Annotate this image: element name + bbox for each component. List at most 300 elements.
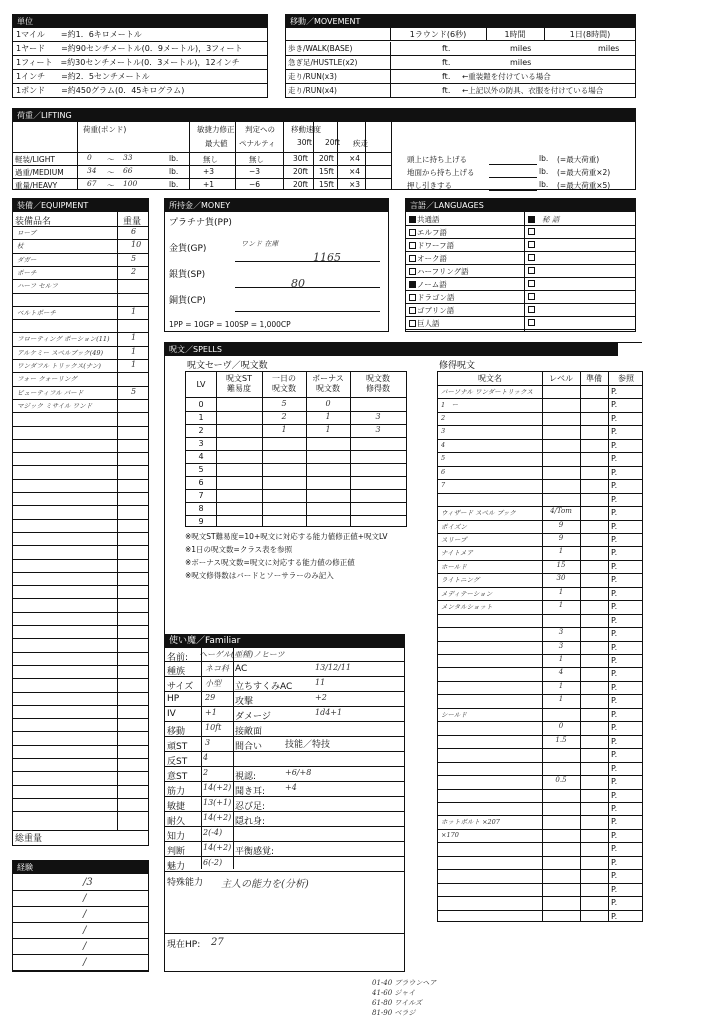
save-col-header <box>306 374 350 394</box>
language-checkbox[interactable] <box>528 241 535 248</box>
familiar-skill-label: 隠れ身: <box>235 817 266 827</box>
lift-row-line <box>13 165 391 166</box>
known-spell-name: ホールド <box>441 562 467 571</box>
lift-row-tilde: 〜 <box>107 168 115 177</box>
known-spell-level: 4/Tom <box>550 507 572 516</box>
known-row-line <box>438 883 642 884</box>
known-spell-page: P. <box>611 709 618 719</box>
known-row-line <box>438 546 642 547</box>
language-checkbox[interactable] <box>528 216 535 223</box>
familiar-stat-label: 頑ST <box>167 742 188 752</box>
language-row-line <box>406 290 635 291</box>
equip-row-line <box>13 293 148 294</box>
known-spell-name: 7 <box>441 481 446 490</box>
equip-row-line <box>13 745 148 746</box>
known-spell-level: 15 <box>556 560 566 569</box>
familiar-ability-label: 意ST <box>167 772 188 782</box>
known-spell-name: 1 ー <box>441 401 459 410</box>
save-known: 3 <box>375 425 381 434</box>
movement-row-label: 歩き/WALK(BASE) <box>288 44 353 53</box>
language-item <box>409 292 455 303</box>
lift-row-label: 軽装/LIGHT <box>15 155 55 164</box>
lift-row-line <box>13 178 391 179</box>
save-col-header <box>186 380 216 390</box>
known-row-line <box>438 412 642 413</box>
save-level: 1 <box>198 413 204 422</box>
language-item <box>409 253 447 264</box>
language-checkbox[interactable] <box>528 280 535 287</box>
lifting-table <box>13 122 635 189</box>
equip-row-line <box>13 386 148 387</box>
lift-row-min: 34 <box>87 166 97 175</box>
equip-item-name: ワンダフル トリックス(ナン) <box>17 362 101 370</box>
save-per-day: 5 <box>281 399 287 408</box>
equip-item-weight: 1 <box>131 306 137 316</box>
known-spell-page: P. <box>611 494 618 504</box>
equip-row-line <box>13 505 148 506</box>
known-spell-level: 0 <box>558 722 564 731</box>
bottom-note: 81-90 ベラジ <box>372 1009 416 1017</box>
known-spell-name: 5 <box>441 454 446 463</box>
known-spell-level: 0.5 <box>555 776 567 785</box>
known-row-line <box>438 614 642 615</box>
save-col-header-line: 一日の <box>272 374 296 383</box>
lift-row-min: 0 <box>87 153 92 162</box>
equip-total-label: 総重量 <box>15 834 43 844</box>
movement-unit: ft. <box>442 58 451 67</box>
divider <box>391 122 392 189</box>
equip-item-name: ベルトポーチ <box>17 308 56 317</box>
language-row-line <box>406 251 635 252</box>
language-item <box>409 266 469 277</box>
lift-row-dex: +3 <box>203 167 215 176</box>
lift-row-run: ×4 <box>349 154 361 163</box>
familiar-skill-value: +6/+8 <box>285 768 312 777</box>
known-row-line <box>438 694 642 695</box>
familiar-stat-value: 29 <box>205 693 216 702</box>
spell-save-table <box>185 371 407 527</box>
movement-note: ←重装鎧を付けている場合 <box>462 72 551 81</box>
save-col-header <box>216 374 262 394</box>
equip-row-line <box>13 705 148 706</box>
familiar-skills-title: 技能／特技 <box>285 740 331 750</box>
save-col-header-line: 呪文数 <box>272 384 296 393</box>
lift-row-s1: 30ft <box>293 154 308 163</box>
lift-row-check: 無し <box>249 155 264 164</box>
known-spell-name: シールド <box>441 710 467 719</box>
spells-save-title: 呪文セーヴ／呪文数 <box>187 361 268 371</box>
movement-header: 移動／MOVEMENT <box>286 15 635 28</box>
save-level: 3 <box>198 439 204 448</box>
language-checkbox[interactable] <box>409 229 416 236</box>
save-row-line <box>186 476 406 477</box>
language-checkbox[interactable] <box>528 228 535 235</box>
save-row-line <box>186 437 406 438</box>
equip-item-name: ローブ <box>17 229 37 237</box>
xp-row-value: / <box>83 893 87 904</box>
movement-unit: miles <box>598 44 620 53</box>
equip-row-line <box>13 372 148 373</box>
save-row-line <box>186 489 406 490</box>
language-checkbox[interactable] <box>528 306 535 313</box>
known-row-line <box>438 667 642 668</box>
known-row-line <box>438 573 642 574</box>
save-level: 2 <box>198 426 204 435</box>
language-checkbox[interactable] <box>528 319 535 326</box>
known-row-line <box>438 385 642 386</box>
bottom-note: 41-60 ジャイ <box>372 989 416 997</box>
known-spell-page: P. <box>611 669 618 679</box>
xp-row-value: / <box>83 909 87 920</box>
equip-row-line <box>13 226 148 227</box>
equip-col-weight: 重量 <box>123 217 142 227</box>
language-row-line <box>406 303 635 304</box>
xp-row-line <box>13 954 148 955</box>
lift-action-note: (=最大荷重) <box>557 155 600 164</box>
languages-list <box>406 212 635 331</box>
save-known: 3 <box>375 412 381 421</box>
familiar-stat-label2: AC <box>235 664 248 674</box>
divider <box>390 28 391 40</box>
lift-col-dex2: 最大値 <box>205 139 228 148</box>
known-spell-level: 4 <box>558 668 564 677</box>
known-spell-level: 9 <box>558 533 564 542</box>
known-spell-level: 3 <box>558 641 564 650</box>
lift-row-line <box>13 152 391 153</box>
known-spell-name: ナイトメア <box>441 549 473 558</box>
known-spell-page: P. <box>611 750 618 760</box>
known-col-header: 呪文名 <box>478 374 502 383</box>
money-header: 所持金／MONEY <box>165 199 388 212</box>
equip-item-name: フローティング ポーション(11) <box>17 335 110 344</box>
save-level: 7 <box>198 491 204 500</box>
known-spell-page: P. <box>611 682 618 692</box>
lift-row-s2: 20ft <box>319 154 334 163</box>
known-spell-page: P. <box>611 400 618 410</box>
movement-box <box>285 14 636 98</box>
familiar-stat-value: ネコ科 <box>205 664 229 673</box>
save-level: 9 <box>198 517 204 526</box>
language-item-right <box>528 227 536 236</box>
save-per-day: 2 <box>281 412 287 421</box>
known-row-line <box>438 762 642 763</box>
equipment-header: 装備／EQUIPMENT <box>13 199 148 212</box>
lift-row-check: −6 <box>249 180 261 189</box>
known-spell-level: 3 <box>558 628 564 637</box>
xp-row-line <box>13 938 148 939</box>
money-gp-line <box>235 261 380 262</box>
known-row-line <box>438 815 642 816</box>
lift-speed-sub: 疾走 <box>353 139 368 148</box>
save-bonus: 1 <box>325 412 331 421</box>
equip-row-line <box>13 652 148 653</box>
lift-col-check: 判定への <box>245 125 275 134</box>
equip-row-line <box>13 332 148 333</box>
divider <box>486 28 487 40</box>
known-row-line <box>438 587 642 588</box>
known-row-line <box>438 842 642 843</box>
equip-row-line <box>13 359 148 360</box>
known-spell-page: P. <box>611 454 618 464</box>
language-name: 共通語 <box>417 215 440 224</box>
known-row-line <box>438 775 642 776</box>
known-spell-name: ライトニング <box>441 576 480 585</box>
language-checkbox[interactable] <box>409 281 416 288</box>
languages-box <box>405 198 636 332</box>
lift-action-label: 地面から持ち上げる <box>407 168 475 177</box>
save-col-header-line: 修得数 <box>366 384 390 393</box>
known-spell-page: P. <box>611 844 618 854</box>
language-name: 秘 語 <box>542 215 560 224</box>
language-item-right <box>528 305 536 314</box>
language-checkbox[interactable] <box>409 294 416 301</box>
units-row: 1マイル =約1．6キロメートル <box>13 28 267 42</box>
equip-row-line <box>13 758 148 759</box>
units-row: 1ポンド =約450グラム(0．45キログラム) <box>13 84 267 98</box>
equip-item-name: マジック ミサイル ワンド <box>17 401 93 410</box>
known-spell-name: 2 <box>441 413 446 422</box>
lift-row-s1: 20ft <box>293 167 308 176</box>
equip-row-line <box>13 253 148 254</box>
equip-item-weight: 1 <box>131 346 137 356</box>
known-row-line <box>438 721 642 722</box>
language-item <box>409 214 440 225</box>
known-row-line <box>438 560 642 561</box>
lift-row-check: −3 <box>249 167 261 176</box>
divider <box>390 42 391 55</box>
lift-action-line <box>489 164 537 165</box>
equip-item-name: ハーフ セルフ <box>17 282 58 291</box>
money-gp-note: ワンド 在庫 <box>241 240 279 248</box>
equip-row-line <box>13 319 148 320</box>
known-spell-page: P. <box>611 508 618 518</box>
language-checkbox[interactable] <box>409 268 416 275</box>
language-checkbox[interactable] <box>409 216 416 223</box>
equip-row-line <box>13 545 148 546</box>
known-spell-page: P. <box>611 871 618 881</box>
lift-row-unit: lb. <box>169 180 179 189</box>
known-spell-page: P. <box>611 656 618 665</box>
known-spell-page: P. <box>611 440 618 450</box>
familiar-ability-label: 耐久 <box>167 817 186 827</box>
language-name: ハーフリング語 <box>417 267 469 276</box>
lift-col-speed: 移動速度 <box>291 125 321 134</box>
spell-note: ※1日の呪文数=クラス表を参照 <box>185 545 293 554</box>
lift-row-s2: 15ft <box>319 180 334 189</box>
familiar-stat-value2: 11 <box>315 678 326 687</box>
xp-box <box>12 860 149 972</box>
language-item-right <box>528 292 536 301</box>
bottom-note: 01-40 ブラウンヘア <box>372 979 437 987</box>
lift-action-note: (=最大荷重×2) <box>557 168 611 177</box>
movement-col-label: 1ラウンド(6秒) <box>409 30 467 39</box>
language-item <box>409 318 440 329</box>
familiar-name-label: 名前: <box>167 653 189 663</box>
lifting-box <box>12 108 636 190</box>
known-row-line <box>438 425 642 426</box>
known-spell-page: P. <box>611 521 618 531</box>
known-spell-page: P. <box>611 602 618 612</box>
known-row-line <box>438 600 642 601</box>
lift-action-label: 頭上に持ち上げる <box>407 155 467 164</box>
language-item <box>409 305 454 316</box>
language-checkbox[interactable] <box>409 307 416 314</box>
money-sp-line <box>235 287 380 288</box>
equip-row-line <box>13 612 148 613</box>
movement-col-label: 1時間 <box>504 30 526 39</box>
known-spell-page: P. <box>611 817 618 827</box>
lift-row-max: 66 <box>123 166 133 175</box>
known-spell-level: 1.5 <box>555 735 567 744</box>
equip-row-line <box>13 452 148 453</box>
equip-item-name: ダガー <box>17 255 37 264</box>
familiar-ability-value: 14(+2) <box>203 813 232 822</box>
equip-item-name: 杖 <box>17 242 24 251</box>
save-row-line <box>186 463 406 464</box>
language-row-line <box>406 329 635 330</box>
money-box <box>164 198 389 332</box>
movement-row <box>286 56 635 70</box>
language-checkbox[interactable] <box>409 320 416 327</box>
equip-row-line <box>13 598 148 599</box>
known-spell-name: 4 <box>441 440 446 449</box>
equip-item-weight: 1 <box>131 360 137 369</box>
money-cp-line <box>235 311 380 312</box>
known-row-line <box>438 520 642 521</box>
familiar-stat-label2: 攻撃 <box>235 697 254 707</box>
equip-row-line <box>13 638 148 639</box>
lift-action-label: 押し引きする <box>407 181 452 190</box>
lift-row-label: 過重/MEDIUM <box>15 168 64 177</box>
language-checkbox[interactable] <box>409 242 416 249</box>
equip-row-line <box>13 279 148 280</box>
familiar-stat-label: IV <box>167 709 176 719</box>
language-name: ゴブリン語 <box>417 306 455 315</box>
familiar-stat-label: 移動 <box>167 727 186 737</box>
money-gp-label: 金貨(GP) <box>169 244 207 254</box>
money-sp-value: 80 <box>291 277 305 290</box>
language-checkbox[interactable] <box>528 293 535 300</box>
known-row-line <box>438 479 642 480</box>
known-spell-page: P. <box>611 413 618 423</box>
lift-col-check2: ペナルティ <box>239 139 276 148</box>
language-name: ノーム語 <box>417 280 447 289</box>
xp-header: 経験 <box>13 861 148 874</box>
movement-unit: ft. <box>442 44 451 53</box>
known-spell-page: P. <box>611 615 618 625</box>
known-spell-level: 30 <box>556 574 566 583</box>
known-spell-page: P. <box>611 548 618 558</box>
lift-row-unit: lb. <box>169 167 179 176</box>
language-row-line <box>406 277 635 278</box>
familiar-skill-value: +4 <box>285 783 297 792</box>
known-row-line <box>438 439 642 440</box>
familiar-stat-label2: 接敵面 <box>235 727 263 737</box>
lift-action-note: (=最大荷重×5) <box>557 181 611 190</box>
equip-item-weight: 1 <box>131 333 137 343</box>
language-row-line <box>406 316 635 317</box>
known-row-line <box>438 735 642 736</box>
known-spell-page: P. <box>611 481 618 491</box>
equip-row-line <box>13 811 148 812</box>
divider <box>201 648 202 869</box>
spell-note: ※呪文修得数はバードとソーサラーのみ記入 <box>185 571 334 580</box>
equip-row-line <box>13 492 148 493</box>
known-row-line <box>438 789 642 790</box>
money-sp-label: 銀貨(SP) <box>169 270 206 280</box>
known-spell-name: 6 <box>441 467 446 476</box>
lift-speed-sub: 20ft <box>325 138 340 147</box>
equip-item-weight: 2 <box>131 266 137 276</box>
movement-row <box>286 70 635 84</box>
lift-row-run: ×3 <box>349 180 361 189</box>
units-box <box>12 14 268 98</box>
save-col-header-line: 難易度 <box>227 384 251 393</box>
equip-row-line <box>13 585 148 586</box>
known-spell-page: P. <box>611 723 618 733</box>
known-row-line <box>438 869 642 870</box>
spell-note: ※ボーナス呪文数=呪文に対応する能力値の修正値 <box>185 558 355 567</box>
equip-row-line <box>13 239 148 240</box>
known-spell-page: P. <box>611 736 618 746</box>
lift-action-line <box>489 190 537 191</box>
save-col-header <box>262 374 306 394</box>
familiar-box <box>164 634 405 972</box>
languages-header: 言語／LANGUAGES <box>406 199 635 212</box>
known-col-header: レベル <box>549 374 573 383</box>
known-spell-page: P. <box>611 830 618 840</box>
familiar-table <box>165 648 404 971</box>
language-checkbox[interactable] <box>528 267 535 274</box>
lift-col-dex: 敏捷力修正 <box>197 125 235 134</box>
equip-item-name: ポーチ <box>17 268 37 277</box>
save-level: 5 <box>198 465 204 474</box>
known-spell-page: P. <box>611 561 618 571</box>
familiar-skill-label: 聞き耳: <box>235 787 266 797</box>
known-spell-level: 9 <box>558 520 564 529</box>
language-name: ドラゴン語 <box>417 293 455 302</box>
movement-row-label: 走り/RUN(x4) <box>288 86 337 95</box>
known-col-header: 参照 <box>618 374 634 383</box>
equip-col-item: 装備品名 <box>15 217 52 227</box>
movement-row <box>286 84 635 98</box>
familiar-ability-label: 判断 <box>167 847 186 857</box>
known-spell-name: ウィザード スペル ブック <box>441 509 516 518</box>
known-row-line <box>438 681 642 682</box>
lift-row-tilde: 〜 <box>107 155 115 164</box>
familiar-ability-label: 敏捷 <box>167 802 186 812</box>
save-col-header-line: 呪文ST <box>226 374 252 383</box>
equip-row-line <box>13 465 148 466</box>
known-spell-page: P. <box>611 777 618 787</box>
language-checkbox[interactable] <box>409 255 416 262</box>
language-checkbox[interactable] <box>528 254 535 261</box>
equip-item-name: ビューティフル バード <box>17 388 84 397</box>
movement-unit: miles <box>510 44 532 53</box>
known-spell-name: パーソナル ワンダートリックス <box>441 388 533 396</box>
equip-row-line <box>13 731 148 732</box>
familiar-ability-label: 反ST <box>167 757 188 767</box>
lift-action-unit: lb. <box>539 180 549 189</box>
equip-row-line <box>13 479 148 480</box>
units-header: 単位 <box>13 15 267 28</box>
bottom-note: 61-80 ワイルズ <box>372 999 422 1007</box>
divider <box>390 56 391 69</box>
known-spell-page: P. <box>611 857 618 867</box>
known-spell-page: P. <box>611 803 618 813</box>
language-item-right <box>528 214 559 225</box>
money-cp-label: 銅貨(CP) <box>169 296 206 306</box>
